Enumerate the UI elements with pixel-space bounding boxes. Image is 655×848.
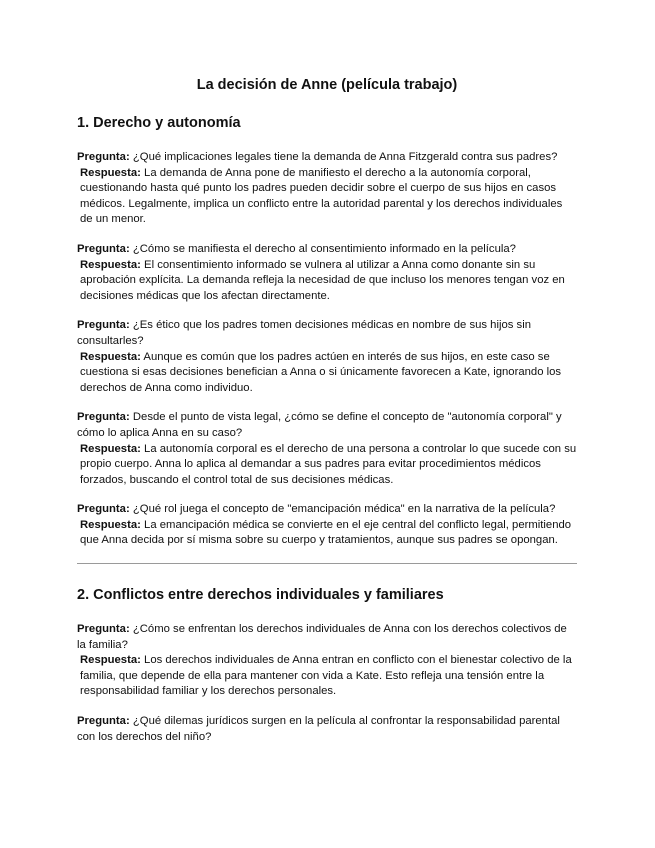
question-line [77, 714, 577, 745]
qa-item [77, 410, 577, 488]
answer-line [77, 518, 577, 549]
answer-text: Aunque es común que los padres actúen en interés de sus hijos, en este caso se cuestiona si esas decisiones benefician a Anna o si únicamente favorecen a Kate, ignorando los derechos de Anna como individuo. [80, 350, 562, 394]
question-text: ¿Es ético que los padres tomen decisiones médicas en nombre de sus hijos sin consultarles? [77, 319, 531, 347]
answer-label: Respuesta: [80, 518, 141, 531]
answer-text: El consentimiento informado se vulnera al utilizar a Anna como donante sin su aprobación explícita. La demanda refleja la necesidad de que incluso los menores tengan voz en decisiones médicas que los afectan directamente. [80, 258, 565, 302]
answer-line [77, 442, 577, 489]
qa-item [77, 714, 577, 745]
question-label: Pregunta: [77, 411, 130, 424]
qa-item [77, 502, 577, 549]
question-text: ¿Cómo se manifiesta el derecho al consentimiento informado en la película? [132, 242, 516, 255]
question-text: ¿Qué rol juega el concepto de "emancipación médica" en la narrativa de la película? [132, 503, 556, 516]
question-line [77, 318, 577, 349]
question-text: ¿Cómo se enfrentan los derechos individuales de Anna con los derechos colectivos de la familia? [77, 623, 567, 651]
answer-label: Respuesta: [80, 442, 141, 455]
answer-line [77, 350, 577, 397]
answer-line [77, 166, 577, 228]
section-conflictos-derechos [77, 586, 577, 745]
question-label: Pregunta: [77, 151, 130, 163]
answer-label: Respuesta: [80, 350, 141, 363]
question-label: Pregunta: [77, 503, 130, 516]
qa-item [77, 318, 577, 396]
question-line [77, 410, 577, 441]
answer-label: Respuesta: [80, 654, 141, 667]
answer-line [77, 258, 577, 305]
question-text: Desde el punto de vista legal, ¿cómo se define el concepto de "autonomía corporal" y cómo lo aplica Anna en su caso? [77, 411, 562, 439]
qa-item [77, 622, 577, 700]
answer-label: Respuesta: [80, 166, 141, 179]
answer-text: La emancipación médica se convierte en el eje central del conflicto legal, permitiendo que Anna decida por sí misma sobre su cuerpo y tratamientos, aunque sus padres se opongan. [80, 518, 572, 547]
document-title: La decisión de Anne (película trabajo) [196, 77, 458, 93]
section-heading: 2. Conflictos entre derechos individuales y familiares [77, 587, 444, 604]
section-derecho-autonomia [77, 114, 577, 549]
question-text: ¿Qué dilemas jurídicos surgen en la película al confrontar la responsabilidad parental con los derechos del niño? [77, 715, 560, 743]
question-label: Pregunta: [77, 623, 130, 636]
answer-text: Los derechos individuales de Anna entran en conflicto con el bienestar colectivo de la familia, que depende de ella para mantener con vida a Kate. Esto refleja una tensión entre la responsabilidad familiar y los derechos personales. [80, 654, 572, 698]
section-divider [77, 563, 577, 564]
question-line [77, 242, 577, 258]
answer-text: La autonomía corporal es el derecho de una persona a controlar lo que sucede con su propio cuerpo. Anna lo aplica al demandar a sus padres para evitar procedimientos médicos forzados, buscando el control total de sus decisiones médicas. [80, 442, 577, 486]
question-line [77, 502, 577, 518]
question-label: Pregunta: [77, 319, 130, 332]
answer-label: Respuesta: [80, 258, 141, 271]
question-line [77, 150, 577, 166]
qa-item [77, 150, 577, 228]
answer-text: La demanda de Anna pone de manifiesto el derecho a la autonomía corporal, cuestionando hasta qué punto los padres pueden decidir sobre el cuerpo de sus hijos en casos médicos. Legalmente, implica un conflicto entre la autoridad parental y los derechos individuales de un menor. [80, 166, 563, 226]
section-heading: 1. Derecho y autonomía [77, 115, 241, 131]
question-label: Pregunta: [77, 715, 130, 728]
question-line [77, 622, 577, 653]
answer-line [77, 653, 577, 700]
qa-item [77, 242, 577, 304]
question-text: ¿Qué implicaciones legales tiene la demanda de Anna Fitzgerald contra sus padres? [132, 151, 558, 163]
question-label: Pregunta: [77, 242, 130, 255]
